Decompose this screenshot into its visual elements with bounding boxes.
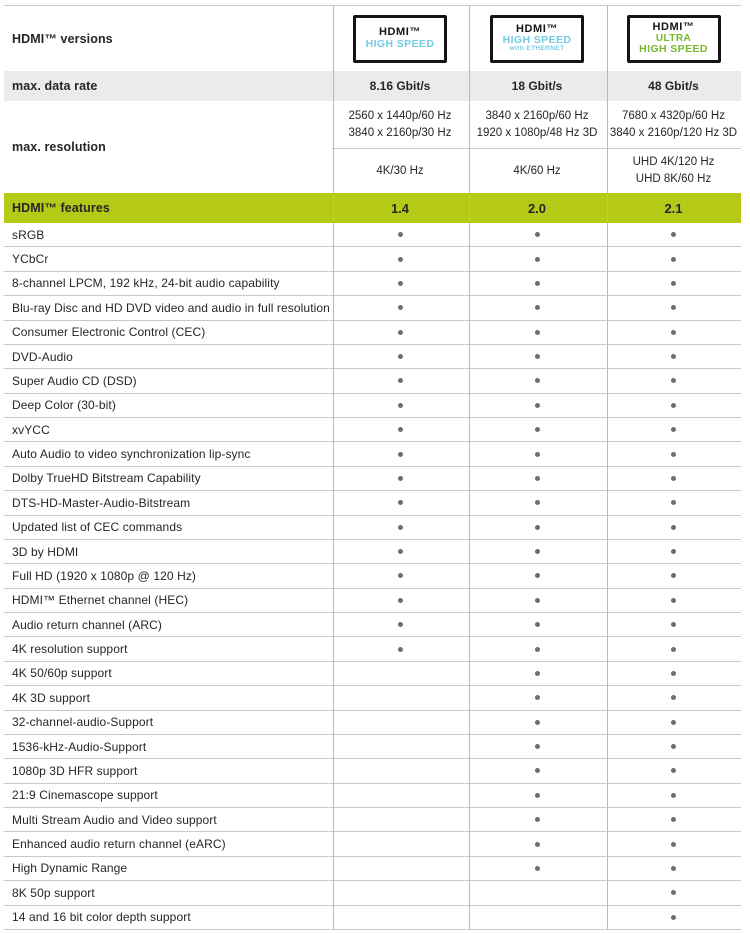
feature-label: 4K 50/60p support bbox=[12, 666, 112, 681]
support-dot bbox=[535, 549, 540, 554]
feature-support-cell bbox=[606, 857, 741, 880]
feature-support-cell bbox=[468, 735, 606, 758]
feature-support-cell bbox=[332, 759, 468, 782]
feature-support-cell bbox=[468, 637, 606, 660]
support-dot bbox=[671, 427, 676, 432]
support-dot bbox=[398, 573, 403, 578]
feature-support-cell bbox=[606, 467, 741, 490]
feature-support-cell bbox=[606, 223, 741, 246]
support-dot bbox=[398, 452, 403, 457]
feature-support-cell bbox=[332, 832, 468, 855]
feature-row bbox=[4, 516, 741, 540]
support-dot bbox=[535, 671, 540, 676]
feature-support-cell bbox=[332, 540, 468, 563]
feature-support-cell bbox=[606, 686, 741, 709]
feature-support-cell bbox=[606, 516, 741, 539]
data-rate-row-label: max. data rate bbox=[12, 79, 98, 93]
versions-cell-hdmi-2-1 bbox=[606, 6, 741, 71]
support-dot bbox=[671, 452, 676, 457]
feature-support-cell bbox=[332, 564, 468, 587]
support-dot bbox=[671, 695, 676, 700]
feature-support-cell bbox=[606, 272, 741, 295]
support-dot bbox=[671, 305, 676, 310]
support-dot bbox=[398, 549, 403, 554]
badge-hdmi-ultra-high-speed bbox=[627, 15, 721, 63]
feature-label: 21:9 Cinemascope support bbox=[12, 788, 158, 803]
resolution-value: 3840 x 2160p/60 Hz 1920 x 1080p/48 Hz 3D bbox=[476, 109, 598, 139]
feature-label: Blu-ray Disc and HD DVD video and audio in full resolution bbox=[12, 300, 330, 315]
support-dot bbox=[535, 403, 540, 408]
support-dot bbox=[535, 305, 540, 310]
feature-row bbox=[4, 467, 741, 491]
feature-support-cell bbox=[332, 881, 468, 904]
feature-support-cell bbox=[606, 369, 741, 392]
feature-row bbox=[4, 686, 741, 710]
support-dot bbox=[671, 817, 676, 822]
support-dot bbox=[535, 817, 540, 822]
feature-label: DVD-Audio bbox=[12, 349, 73, 364]
data-rate-value: 48 Gbit/s bbox=[648, 79, 699, 93]
feature-support-cell bbox=[468, 881, 606, 904]
feature-support-cell bbox=[468, 589, 606, 612]
badge-line: HIGH SPEED bbox=[365, 37, 435, 50]
badge-hdmi-high-speed bbox=[353, 15, 447, 63]
feature-label: 32-channel-audio-Support bbox=[12, 715, 154, 730]
support-dot bbox=[398, 525, 403, 530]
feature-support-cell bbox=[606, 345, 741, 368]
feature-support-cell bbox=[332, 394, 468, 417]
feature-support-cell bbox=[468, 857, 606, 880]
support-dot bbox=[535, 476, 540, 481]
feature-row bbox=[4, 442, 741, 466]
feature-row bbox=[4, 223, 741, 247]
support-dot bbox=[671, 476, 676, 481]
features-row-label: HDMI™ features bbox=[12, 201, 110, 215]
feature-row bbox=[4, 418, 741, 442]
feature-support-cell bbox=[606, 711, 741, 734]
feature-label: High Dynamic Range bbox=[12, 861, 128, 876]
feature-support-cell bbox=[468, 247, 606, 270]
feature-row bbox=[4, 808, 741, 832]
support-dot bbox=[671, 866, 676, 871]
feature-support-cell bbox=[332, 686, 468, 709]
support-dot bbox=[398, 403, 403, 408]
support-dot bbox=[535, 257, 540, 262]
support-dot bbox=[671, 525, 676, 530]
data-rate-row bbox=[4, 71, 741, 101]
feature-row bbox=[4, 881, 741, 905]
hdmi-logo: HDMI™ bbox=[515, 22, 559, 35]
versions-cell-hdmi-2-0 bbox=[468, 6, 606, 71]
feature-label: Multi Stream Audio and Video support bbox=[12, 812, 217, 827]
support-dot bbox=[398, 232, 403, 237]
hdmi-logo: HDMI™ bbox=[378, 26, 422, 39]
feature-label: HDMI™ Ethernet channel (HEC) bbox=[12, 593, 189, 608]
support-dot bbox=[671, 549, 676, 554]
feature-support-cell bbox=[606, 808, 741, 831]
support-dot bbox=[671, 842, 676, 847]
feature-row bbox=[4, 296, 741, 320]
feature-support-cell bbox=[468, 394, 606, 417]
resolution-row-label: max. resolution bbox=[12, 140, 106, 154]
feature-support-cell bbox=[606, 442, 741, 465]
support-dot bbox=[398, 476, 403, 481]
support-dot bbox=[671, 330, 676, 335]
feature-support-cell bbox=[332, 442, 468, 465]
feature-support-cell bbox=[606, 613, 741, 636]
support-dot bbox=[671, 768, 676, 773]
feature-label: Audio return channel (ARC) bbox=[12, 617, 163, 632]
feature-support-cell bbox=[468, 272, 606, 295]
feature-row bbox=[4, 247, 741, 271]
feature-support-cell bbox=[332, 345, 468, 368]
feature-support-cell bbox=[468, 711, 606, 734]
support-dot bbox=[671, 915, 676, 920]
feature-support-cell bbox=[468, 223, 606, 246]
feature-support-cell bbox=[468, 296, 606, 319]
support-dot bbox=[671, 573, 676, 578]
feature-row bbox=[4, 784, 741, 808]
feature-support-cell bbox=[332, 272, 468, 295]
support-dot bbox=[671, 403, 676, 408]
feature-support-cell bbox=[332, 906, 468, 929]
feature-support-cell bbox=[332, 784, 468, 807]
support-dot bbox=[535, 866, 540, 871]
support-dot bbox=[671, 647, 676, 652]
feature-row bbox=[4, 394, 741, 418]
support-dot bbox=[671, 598, 676, 603]
badge-hdmi-high-speed-with-ethernet bbox=[490, 15, 584, 63]
feature-support-cell bbox=[332, 223, 468, 246]
support-dot bbox=[535, 598, 540, 603]
versions-cell-hdmi-1-4 bbox=[332, 6, 468, 71]
feature-label: Enhanced audio return channel (eARC) bbox=[12, 837, 226, 852]
hdmi-logo: HDMI™ bbox=[652, 20, 695, 33]
feature-support-cell bbox=[332, 296, 468, 319]
feature-support-cell bbox=[468, 516, 606, 539]
feature-support-cell bbox=[606, 832, 741, 855]
feature-label: 1536-kHz-Audio-Support bbox=[12, 739, 147, 754]
support-dot bbox=[671, 232, 676, 237]
feature-support-cell bbox=[468, 418, 606, 441]
feature-support-cell bbox=[606, 906, 741, 929]
feature-label: Deep Color (30-bit) bbox=[12, 398, 116, 413]
feature-label: sRGB bbox=[12, 227, 45, 242]
feature-label: Auto Audio to video synchronization lip-sync bbox=[12, 447, 251, 462]
feature-support-cell bbox=[468, 832, 606, 855]
support-dot bbox=[398, 305, 403, 310]
feature-support-cell bbox=[332, 589, 468, 612]
feature-support-cell bbox=[332, 662, 468, 685]
resolution-mode: UHD 4K/120 Hz UHD 8K/60 Hz bbox=[606, 148, 741, 193]
feature-row bbox=[4, 613, 741, 637]
resolution-mode: 4K/60 Hz bbox=[468, 148, 606, 193]
feature-support-cell bbox=[468, 345, 606, 368]
versions-row-label: HDMI™ versions bbox=[12, 31, 113, 46]
feature-support-cell bbox=[606, 735, 741, 758]
feature-support-cell bbox=[606, 491, 741, 514]
badge-line: HIGH SPEED bbox=[502, 34, 572, 47]
feature-support-cell bbox=[468, 613, 606, 636]
feature-support-cell bbox=[332, 516, 468, 539]
feature-support-cell bbox=[332, 735, 468, 758]
feature-support-cell bbox=[332, 711, 468, 734]
support-dot bbox=[671, 744, 676, 749]
feature-support-cell bbox=[606, 662, 741, 685]
feature-row bbox=[4, 491, 741, 515]
feature-support-cell bbox=[606, 296, 741, 319]
feature-support-cell bbox=[606, 589, 741, 612]
support-dot bbox=[535, 744, 540, 749]
feature-row bbox=[4, 735, 741, 759]
feature-support-cell bbox=[606, 394, 741, 417]
support-dot bbox=[535, 232, 540, 237]
feature-label: Consumer Electronic Control (CEC) bbox=[12, 325, 206, 340]
feature-rows-container bbox=[4, 223, 741, 930]
feature-row bbox=[4, 345, 741, 369]
feature-label: 1080p 3D HFR support bbox=[12, 763, 138, 778]
feature-label: Dolby TrueHD Bitstream Capability bbox=[12, 471, 201, 486]
feature-support-cell bbox=[468, 906, 606, 929]
feature-row bbox=[4, 272, 741, 296]
support-dot bbox=[535, 573, 540, 578]
support-dot bbox=[535, 695, 540, 700]
support-dot bbox=[671, 671, 676, 676]
feature-support-cell bbox=[332, 467, 468, 490]
feature-support-cell bbox=[332, 491, 468, 514]
support-dot bbox=[535, 525, 540, 530]
support-dot bbox=[535, 793, 540, 798]
support-dot bbox=[398, 257, 403, 262]
feature-label: 14 and 16 bit color depth support bbox=[12, 910, 191, 925]
feature-label: 8K 50p support bbox=[12, 885, 95, 900]
data-rate-value: 18 Gbit/s bbox=[511, 79, 563, 93]
feature-support-cell bbox=[606, 637, 741, 660]
support-dot bbox=[671, 622, 676, 627]
feature-label: Super Audio CD (DSD) bbox=[12, 373, 137, 388]
support-dot bbox=[398, 622, 403, 627]
feature-support-cell bbox=[468, 784, 606, 807]
feature-support-cell bbox=[468, 686, 606, 709]
feature-support-cell bbox=[606, 881, 741, 904]
feature-support-cell bbox=[468, 564, 606, 587]
feature-label: xvYCC bbox=[12, 422, 50, 437]
feature-support-cell bbox=[468, 369, 606, 392]
feature-label: 3D by HDMI bbox=[12, 544, 79, 559]
feature-label: Updated list of CEC commands bbox=[12, 520, 183, 535]
support-dot bbox=[535, 768, 540, 773]
support-dot bbox=[535, 622, 540, 627]
version-number: 2.1 bbox=[664, 200, 683, 216]
resolution-value: 2560 x 1440p/60 Hz 3840 x 2160p/30 Hz bbox=[348, 109, 452, 139]
feature-label: YCbCr bbox=[12, 252, 49, 267]
support-dot bbox=[398, 281, 403, 286]
feature-row bbox=[4, 369, 741, 393]
feature-label: Full HD (1920 x 1080p @ 120 Hz) bbox=[12, 568, 197, 583]
badge-line: HIGH SPEED bbox=[639, 43, 708, 56]
feature-support-cell bbox=[468, 540, 606, 563]
support-dot bbox=[671, 500, 676, 505]
support-dot bbox=[535, 281, 540, 286]
support-dot bbox=[535, 427, 540, 432]
support-dot bbox=[535, 354, 540, 359]
support-dot bbox=[398, 330, 403, 335]
support-dot bbox=[671, 793, 676, 798]
support-dot bbox=[398, 598, 403, 603]
feature-support-cell bbox=[332, 808, 468, 831]
badge-line: ULTRA bbox=[655, 32, 692, 44]
support-dot bbox=[398, 378, 403, 383]
feature-row bbox=[4, 832, 741, 856]
feature-support-cell bbox=[606, 247, 741, 270]
feature-support-cell bbox=[332, 247, 468, 270]
feature-row bbox=[4, 711, 741, 735]
versions-row bbox=[4, 6, 741, 71]
support-dot bbox=[671, 257, 676, 262]
support-dot bbox=[398, 647, 403, 652]
feature-row bbox=[4, 321, 741, 345]
support-dot bbox=[535, 842, 540, 847]
support-dot bbox=[398, 427, 403, 432]
support-dot bbox=[398, 354, 403, 359]
feature-label: 4K resolution support bbox=[12, 642, 128, 657]
feature-support-cell bbox=[332, 418, 468, 441]
feature-support-cell bbox=[606, 759, 741, 782]
feature-support-cell bbox=[332, 369, 468, 392]
feature-row bbox=[4, 759, 741, 783]
feature-support-cell bbox=[468, 467, 606, 490]
feature-support-cell bbox=[606, 418, 741, 441]
feature-label: 8-channel LPCM, 192 kHz, 24-bit audio capability bbox=[12, 276, 280, 291]
feature-row bbox=[4, 589, 741, 613]
feature-support-cell bbox=[468, 442, 606, 465]
support-dot bbox=[535, 647, 540, 652]
support-dot bbox=[398, 500, 403, 505]
support-dot bbox=[671, 378, 676, 383]
feature-label: 4K 3D support bbox=[12, 690, 91, 705]
support-dot bbox=[671, 720, 676, 725]
feature-support-cell bbox=[468, 321, 606, 344]
version-number: 1.4 bbox=[390, 200, 410, 216]
feature-support-cell bbox=[332, 321, 468, 344]
resolution-mode: 4K/30 Hz bbox=[332, 148, 468, 193]
feature-label: DTS-HD-Master-Audio-Bitstream bbox=[12, 495, 191, 510]
support-dot bbox=[671, 354, 676, 359]
feature-support-cell bbox=[468, 491, 606, 514]
data-rate-value: 8.16 Gbit/s bbox=[369, 79, 431, 93]
feature-row bbox=[4, 564, 741, 588]
badge-subline: with ETHERNET bbox=[509, 45, 565, 53]
support-dot bbox=[535, 720, 540, 725]
feature-row bbox=[4, 662, 741, 686]
support-dot bbox=[535, 330, 540, 335]
hdmi-comparison-table bbox=[4, 5, 741, 930]
feature-support-cell bbox=[606, 540, 741, 563]
support-dot bbox=[535, 452, 540, 457]
feature-support-cell bbox=[332, 637, 468, 660]
feature-row bbox=[4, 857, 741, 881]
feature-support-cell bbox=[468, 808, 606, 831]
resolution-row bbox=[4, 101, 741, 193]
version-number: 2.0 bbox=[527, 200, 547, 216]
feature-support-cell bbox=[606, 784, 741, 807]
feature-support-cell bbox=[332, 613, 468, 636]
feature-row bbox=[4, 637, 741, 661]
feature-support-cell bbox=[606, 564, 741, 587]
feature-support-cell bbox=[606, 321, 741, 344]
feature-support-cell bbox=[468, 662, 606, 685]
feature-row bbox=[4, 540, 741, 564]
feature-support-cell bbox=[468, 759, 606, 782]
feature-row bbox=[4, 906, 741, 930]
features-header-row bbox=[4, 193, 741, 223]
resolution-value: 7680 x 4320p/60 Hz 3840 x 2160p/120 Hz 3D bbox=[609, 109, 738, 139]
support-dot bbox=[535, 500, 540, 505]
support-dot bbox=[671, 890, 676, 895]
feature-support-cell bbox=[332, 857, 468, 880]
support-dot bbox=[671, 281, 676, 286]
support-dot bbox=[535, 378, 540, 383]
